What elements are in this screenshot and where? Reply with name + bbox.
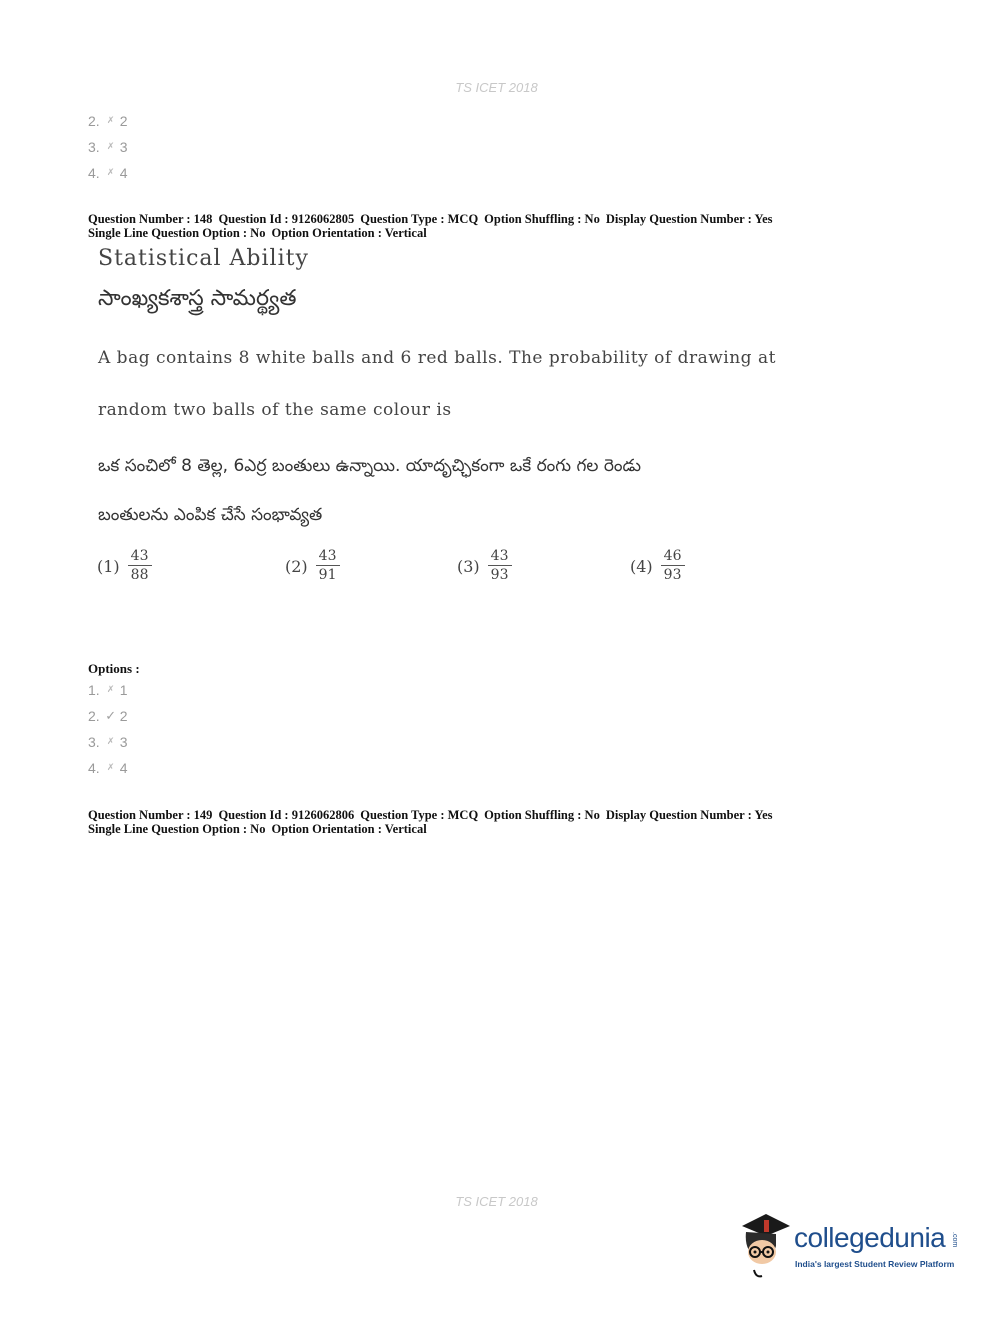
option-number: 4. (88, 760, 100, 776)
option-number: 2. (88, 708, 100, 724)
option-number: 2. (88, 113, 100, 129)
denominator: 88 (130, 567, 149, 583)
meta-line-1 (88, 808, 779, 822)
question-text-telugu-line2: బంతులను ఎంపిక చేసే సంభావ్యత (98, 505, 323, 525)
meta-question-id: Question Id : 9126062806 (218, 808, 355, 822)
meta-line-2 (88, 822, 779, 836)
logo-suffix: .com (951, 1232, 958, 1248)
cross-icon: ✗ (106, 115, 115, 125)
option-value: 1 (119, 682, 128, 698)
cross-icon: ✗ (106, 684, 115, 694)
meta-option-shuffling: Option Shuffling : No (484, 808, 600, 822)
option-number: 3. (88, 139, 100, 155)
meta-display-number: Display Question Number : Yes (605, 212, 773, 226)
option-number: 1. (88, 682, 100, 698)
numerator: 43 (316, 548, 340, 566)
meta-line-1 (88, 212, 779, 226)
options-heading: Options : (88, 661, 140, 676)
choice-label: (3) (457, 556, 480, 576)
cross-icon: ✗ (106, 167, 115, 177)
denominator: 93 (490, 567, 509, 583)
meta-single-line: Single Line Question Option : No (88, 226, 266, 240)
numerator: 46 (661, 548, 685, 566)
option-value: 2 (119, 708, 128, 724)
option-value: 4 (119, 165, 128, 181)
option-2 (88, 708, 127, 724)
meta-question-id: Question Id : 9126062805 (218, 212, 355, 226)
footer-watermark: TS ICET 2018 (455, 1194, 538, 1209)
check-icon: ✓ (105, 708, 117, 723)
meta-single-line: Single Line Question Option : No (88, 822, 266, 836)
meta-question-type: Question Type : MCQ (360, 212, 479, 226)
subject-title-english: Statistical Ability (98, 246, 309, 271)
meta-option-shuffling: Option Shuffling : No (484, 212, 600, 226)
question-text-telugu-line1: ఒక సంచిలో 8 తెల్ల, 6ఎర్ర బంతులు ఉన్నాయి. యాదృచ్ఛికంగా ఒకే రంగు గల రెండు (98, 456, 641, 476)
choice-4 (630, 548, 685, 584)
option-value: 4 (119, 760, 128, 776)
choice-2 (285, 548, 340, 584)
meta-question-number: Question Number : 148 (88, 212, 213, 226)
question-text-english-line2: random two balls of the same colour is (98, 400, 452, 420)
option-4 (88, 760, 127, 776)
meta-orientation: Option Orientation : Vertical (271, 822, 427, 836)
option-number: 4. (88, 165, 100, 181)
meta-line-2 (88, 226, 779, 240)
fraction (128, 548, 152, 584)
fraction (488, 548, 512, 584)
choice-3 (457, 548, 512, 584)
option-number: 3. (88, 734, 100, 750)
choice-label: (4) (630, 556, 653, 576)
fraction (661, 548, 685, 584)
logo-tagline: India's largest Student Review Platform (795, 1259, 955, 1269)
cross-icon: ✗ (106, 762, 115, 772)
meta-question-number: Question Number : 149 (88, 808, 213, 822)
denominator: 91 (318, 567, 337, 583)
denominator: 93 (663, 567, 682, 583)
numerator: 43 (488, 548, 512, 566)
question-text-english-line1: A bag contains 8 white balls and 6 red balls. The probability of drawing at (98, 348, 776, 368)
meta-display-number: Display Question Number : Yes (605, 808, 773, 822)
header-watermark: TS ICET 2018 (455, 80, 538, 95)
option-value: 3 (119, 139, 128, 155)
fraction (316, 548, 340, 584)
question-149-meta (88, 808, 779, 836)
subject-title-telugu: సాంఖ్యకశాస్త్ర సామర్థ్యత (98, 286, 297, 311)
question-148-meta (88, 212, 779, 240)
cross-icon: ✗ (106, 141, 115, 151)
numerator: 43 (128, 548, 152, 566)
choice-label: (2) (285, 556, 308, 576)
logo-wordmark: collegedunia (794, 1222, 946, 1253)
choice-1 (97, 548, 152, 584)
option-3 (88, 734, 127, 750)
meta-question-type: Question Type : MCQ (360, 808, 479, 822)
meta-orientation: Option Orientation : Vertical (271, 226, 427, 240)
choice-label: (1) (97, 556, 120, 576)
option-value: 2 (119, 113, 128, 129)
prev-option-4 (88, 165, 127, 181)
option-1 (88, 682, 127, 698)
logo-mascot-icon (736, 1212, 792, 1280)
cross-icon: ✗ (106, 736, 115, 746)
option-value: 3 (119, 734, 128, 750)
prev-option-2 (88, 113, 127, 129)
prev-option-3 (88, 139, 127, 155)
